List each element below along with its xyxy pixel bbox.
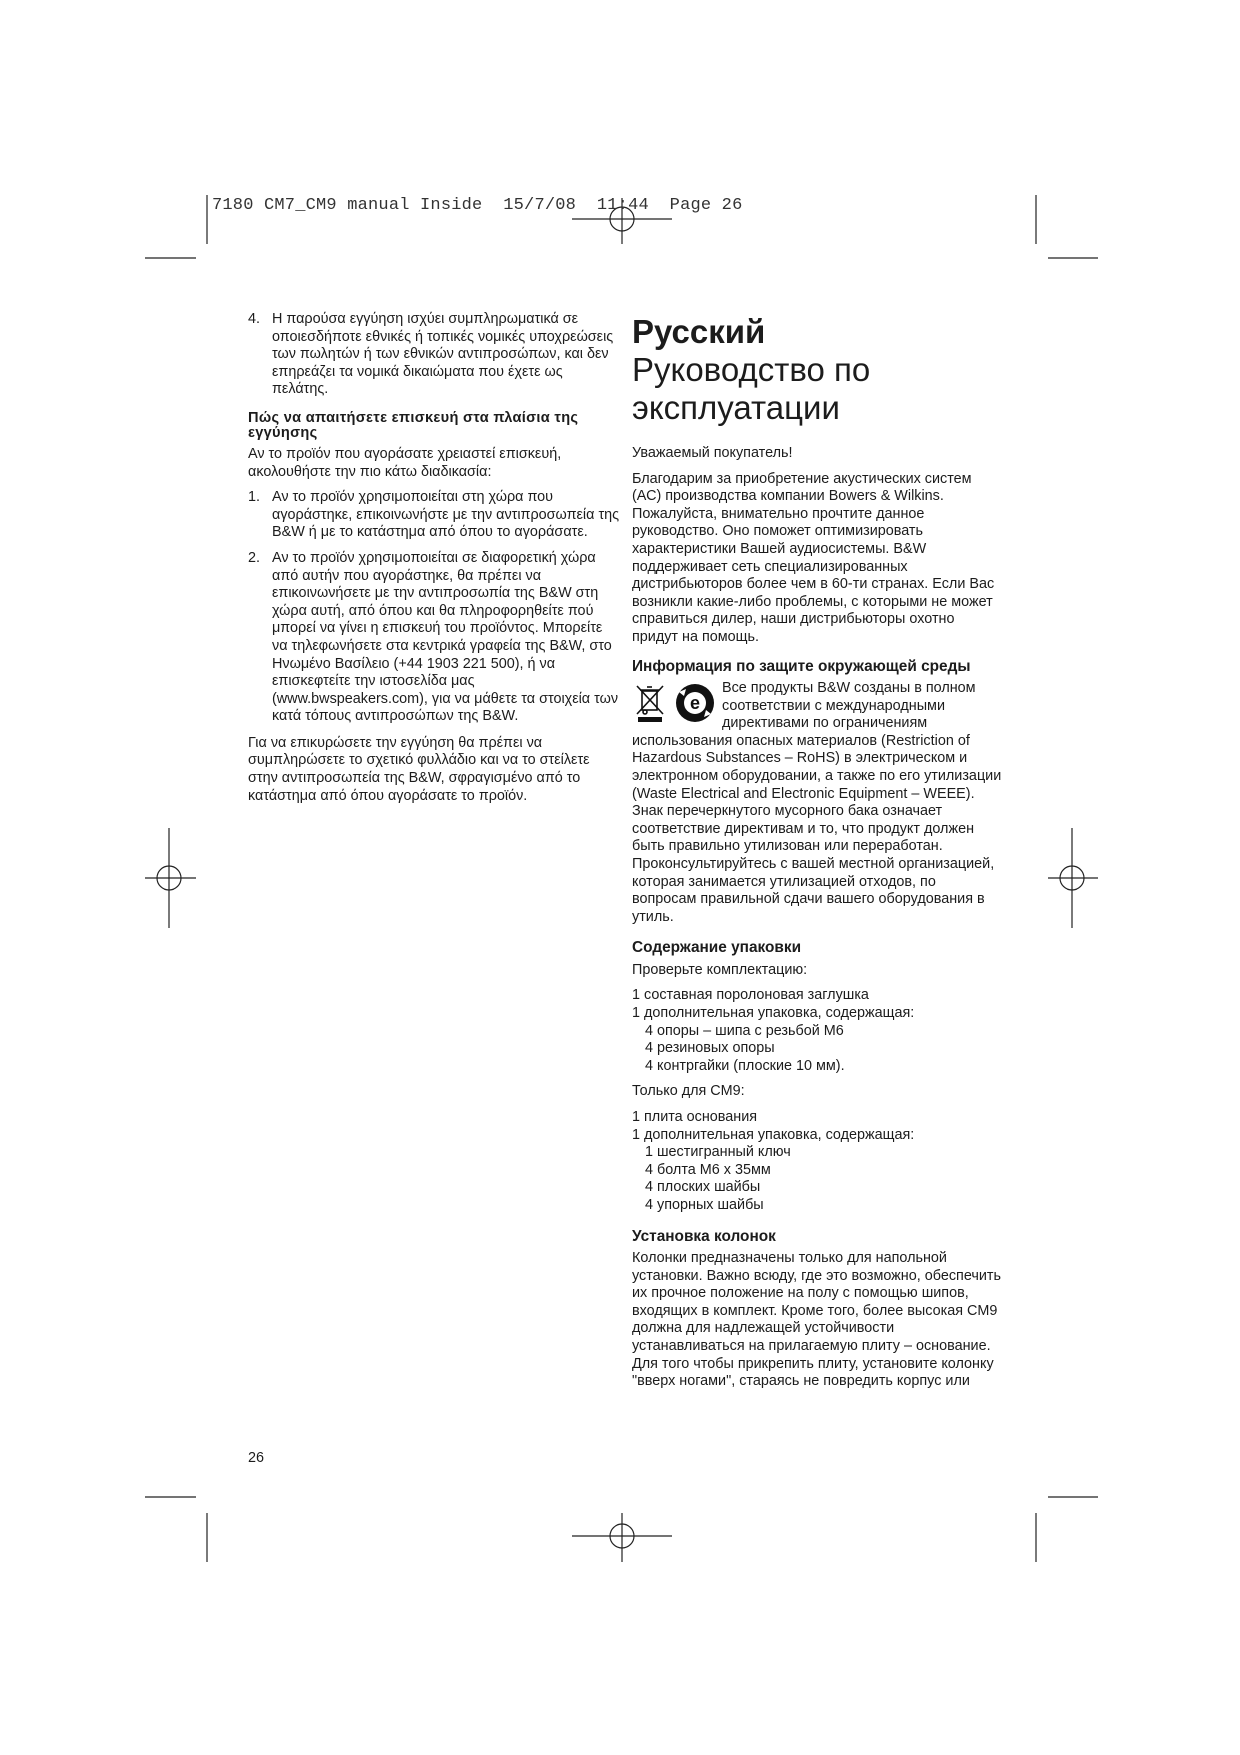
e-recycling-icon <box>674 682 716 724</box>
crossed-bin-icon <box>632 682 668 724</box>
language-title: Русский <box>632 313 766 350</box>
warranty-list-cont <box>248 311 620 399</box>
environment-text: Все продукты B&W созданы в полном соответствии с международными директивами по ограничениям использования опасных материалов (Restriction of Hazardous Substances – RoHS) в электрическом и электронном оборудовании, а также по его утилизации (Waste Electrical and Electronic Equipment – WEEE). Знак перечеркнутого мусорного бака означает соответствие директивам и то, что продукт должен быть правильно утилизован или переработан. Проконсультируйтесь с вашей местной организацией, которая занимается утилизацией отходов, по вопросам правильной сдачи вашего оборудования в утиль. <box>632 680 1002 925</box>
install-heading: Установка колонок <box>632 1227 776 1245</box>
list-item: 1 плита основания <box>632 1109 758 1125</box>
list-number: 2. <box>248 549 261 566</box>
greeting: Уважаемый покупатель! <box>632 445 793 461</box>
environment-icons <box>632 682 716 724</box>
svg-text:e: e <box>689 693 701 714</box>
greek-column <box>248 311 620 813</box>
list-item: 4 упорных шайбы <box>645 1196 764 1213</box>
print-slug: 7180 CM7_CM9 manual Inside 15/7/08 11:44 Page 26 <box>212 196 743 215</box>
list-item: 1 дополнительная упаковка, содержащая: <box>632 1126 915 1143</box>
list-item <box>248 311 620 399</box>
install-text: Колонки предназначены только для напольной установки. Важно всюду, где это возможно, обеспечить их прочное положение на полу с помощью шипов, входящих в комплект. Кроме того, более высокая CM9 должна для надлежащей устойчивости устанавливаться на прилагаемую плиту – основание. Для того чтобы прикрепить плиту, установите колонку "вверх ногами", стараясь не повредить корпус или <box>632 1250 1001 1390</box>
greek-closing-paragraph: Για να επικυρώσετε την εγγύηση θα πρέπει να συμπληρώσετε το σχετικό φυλλάδιο και να το στείλετε στην αντιπροσωπεία της B&W, σφραγισμένο από το κατάστημα από όπου αγοράσατε το προϊόν. <box>248 734 590 804</box>
russian-column <box>632 313 1004 1399</box>
intro-paragraph: Благодарим за приобретение акустических систем (АС) производства компании Bowers & Wilkins. Пожалуйста, внимательно прочтите данное руководство. Оно поможет оптимизировать характеристики Вашей аудиосистемы. B&W поддерживает сеть специализированных дистрибьюторов более чем в 60-ти странах. Если Вас возникли какие-либо проблемы, с которыми не может справиться дилер, наши дистрибьюторы охотно придут на помощь. <box>632 470 995 645</box>
list-item: 1 шестигранный ключ <box>645 1144 791 1161</box>
list-item <box>248 550 620 726</box>
list-item: 4 болта M6 x 35мм <box>645 1161 771 1178</box>
cm9-list <box>632 1109 1004 1215</box>
registration-mark-right <box>1048 828 1098 928</box>
list-text: Η παρούσα εγγύηση ισχύει συμπληρωματικά σε οποιεσδήποτε εθνικές ή τοπικές νομικές υποχρεώσεις των πωλητών ή των εθνικών αντιπροσώπων, και δεν επηρεάζει τα νομικά δικαιώματα που έχετε ως πελάτης. <box>272 311 614 398</box>
list-text: Αν το προϊόν χρησιμοποιείται σε διαφορετική χώρα από αυτήν που αγοράστηκε, θα πρέπει να επικοινωνήσετε με την αντιπροσωπία της B&W στη χώρα αυτή, από όπου και θα πληροφορηθείτε πού μπορεί να γίνει η επισκευή του προϊόντος. Μπορείτε να τηλεφωνήσετε στα κεντρικά γραφεία της B&W, στο Ηνωμένο Βασίλειο (+44 1903 221 500), ή να επισκεφτείτε την ιστοσελίδα μας (www.bwspeakers.com), για να μάθετε τα στοιχεία των κατά τόπους αντιπροσώπων της B&W. <box>272 549 619 725</box>
contents-check: Проверьте комплектацию: <box>632 961 808 978</box>
list-number: 4. <box>248 311 261 327</box>
cm9-only-label: Только для CM9: <box>632 1083 745 1100</box>
contents-heading: Содержание упаковки <box>632 939 802 957</box>
list-item: 1 дополнительная упаковка, содержащая: <box>632 1005 915 1022</box>
list-item: 1 составная поролоновая заглушка <box>632 987 869 1004</box>
list-item: 4 резиновых опоры <box>645 1040 775 1057</box>
registration-mark-bottom <box>572 1513 672 1562</box>
list-item: 4 контргайки (плоские 10 мм). <box>645 1057 845 1074</box>
registration-mark-left <box>145 828 196 928</box>
environment-section <box>632 680 1004 926</box>
environment-heading: Информация по защите окружающей среды <box>632 657 971 675</box>
list-item: 4 опоры – шипа с резьбой M6 <box>645 1022 844 1039</box>
list-item <box>248 489 620 542</box>
list-item: 4 плоских шайбы <box>645 1179 761 1196</box>
manual-title: Руководство по эксплуатации <box>632 351 871 426</box>
greek-repair-steps <box>248 489 620 726</box>
greek-repair-heading: Πώς να απαιτήσετε επισκευή στα πλαίσια της εγγύησης <box>248 409 579 442</box>
contents-list <box>632 987 1004 1075</box>
greek-repair-intro: Αν το προϊόν που αγοράσατε χρειαστεί επισκευή, ακολουθήστε την πιο κάτω διαδικασία: <box>248 445 562 480</box>
page-number: 26 <box>248 1450 265 1466</box>
list-text: Αν το προϊόν χρησιμοποιείται στη χώρα που αγοράστηκε, επικοινωνήστε με την αντιπροσωπεία της B&W ή με το κατάστημα από όπου το αγοράσατε. <box>272 489 620 541</box>
list-number: 1. <box>248 489 261 506</box>
